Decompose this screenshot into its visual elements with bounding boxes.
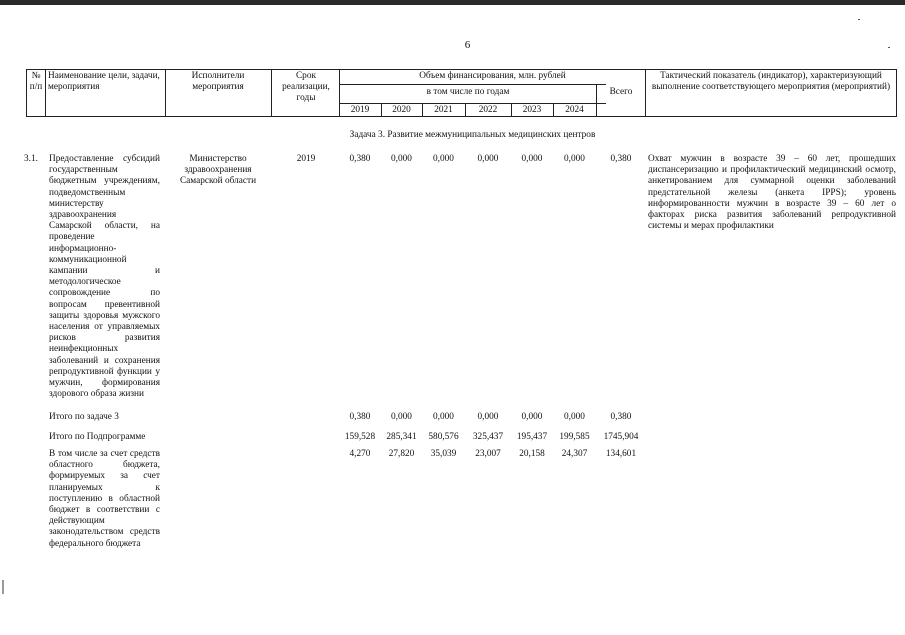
- sub-total-2022: 325,437: [472, 432, 504, 442]
- year-2024: 2024: [565, 105, 584, 115]
- row-value-2021: 0,000: [433, 154, 454, 164]
- row-name: Предоставление субсидий государственным бюджетным учреждениям, подведомственным министерству здравоохранения Самарской области, на проведение информационно-коммуникационной кампании и методологическое сопровождение по вопросам превентивной защиты здоровья мужского населения от управляемых рисков развития неинфекционных заболеваний и сохранения репродуктивной функции у мужчин, формирования здорового образа жизни: [49, 154, 160, 400]
- scan-speck: [858, 19, 860, 20]
- row-num: 3.1.: [24, 154, 38, 164]
- year-2021: 2021: [434, 105, 453, 115]
- including-2020: 27,820: [388, 449, 415, 459]
- year-2022: 2022: [478, 105, 498, 115]
- header-executor: Исполнители мероприятия: [191, 71, 245, 92]
- header-indicator: Тактический показатель (индикатор), характеризующий выполнение соответствующего мероприятия (мероприятий): [651, 71, 891, 92]
- row-value-2023: 0,000: [521, 154, 543, 164]
- sub-total-2020: 285,341: [386, 432, 417, 442]
- top-edge-bar: [0, 0, 905, 5]
- scan-edge-mark: [2, 580, 4, 594]
- task-total-sum: 0,380: [610, 412, 632, 422]
- year-2020: 2020: [392, 105, 411, 115]
- including-label: В том числе за счет средств областного бюджета, формируемых за счет планируемых к поступлению в областной бюджет в соответствии с действующим законодательством средств федерального бюджета: [49, 449, 160, 549]
- scan-speck: [888, 47, 890, 48]
- task-title: Задача 3. Развитие межмуниципальных медицинских центров: [349, 130, 596, 140]
- task-total-2019: 0,380: [349, 412, 371, 422]
- header-name: Наименование цели, задачи, мероприятия: [48, 71, 160, 92]
- sub-total-2023: 195,437: [516, 432, 548, 442]
- task-total-2020: 0,000: [391, 412, 412, 422]
- year-2019: 2019: [350, 105, 370, 115]
- task-total-2023: 0,000: [521, 412, 543, 422]
- including-2021: 35,039: [430, 449, 457, 459]
- task-total-2024: 0,000: [564, 412, 585, 422]
- task-total-2021: 0,000: [433, 412, 454, 422]
- including-2024: 24,307: [561, 449, 588, 459]
- row-term: 2019: [296, 154, 316, 164]
- row-value-total: 0,380: [610, 154, 632, 164]
- row-value-2020: 0,000: [391, 154, 412, 164]
- header-by-years: в том числе по годам: [426, 87, 510, 97]
- sub-total-2024: 199,585: [559, 432, 590, 442]
- header-total: Всего: [609, 87, 633, 97]
- task-total-2022: 0,000: [477, 412, 499, 422]
- row-value-2019: 0,380: [349, 154, 371, 164]
- row-indicator: Охват мужчин в возрасте 39 – 60 лет, прошедших диспансеризацию и профилактический медицинский осмотр, анкетированием для суммарной оценки заболеваний предстательной железы (анкета IPPS); уровень информированности мужчин в возрасте 39 – 60 лет о факторах риска развития заболеваний репродуктивной системы и мерах профилактики: [648, 154, 896, 232]
- header-num: № п/п: [29, 71, 43, 92]
- including-total: 134,601: [605, 449, 637, 459]
- row-value-2024: 0,000: [564, 154, 585, 164]
- including-2019: 4,270: [349, 449, 371, 459]
- row-executor: Министерство здравоохранения Самарской области: [179, 154, 257, 187]
- including-2022: 23,007: [475, 449, 501, 459]
- task-total-label: Итого по задаче 3: [49, 412, 119, 422]
- header-financing: Объем финансирования, млн. рублей: [419, 71, 566, 81]
- sub-total-2019: 159,528: [344, 432, 376, 442]
- row-value-2022: 0,000: [477, 154, 499, 164]
- sub-total-2021: 580,576: [428, 432, 459, 442]
- including-2023: 20,158: [519, 449, 545, 459]
- page-number: 6: [464, 39, 471, 51]
- header-term: Срок реализации, годы: [282, 71, 330, 103]
- year-2023: 2023: [522, 105, 542, 115]
- sub-total-sum: 1745,904: [603, 432, 639, 442]
- sub-total-label: Итого по Подпрограмме: [49, 432, 146, 442]
